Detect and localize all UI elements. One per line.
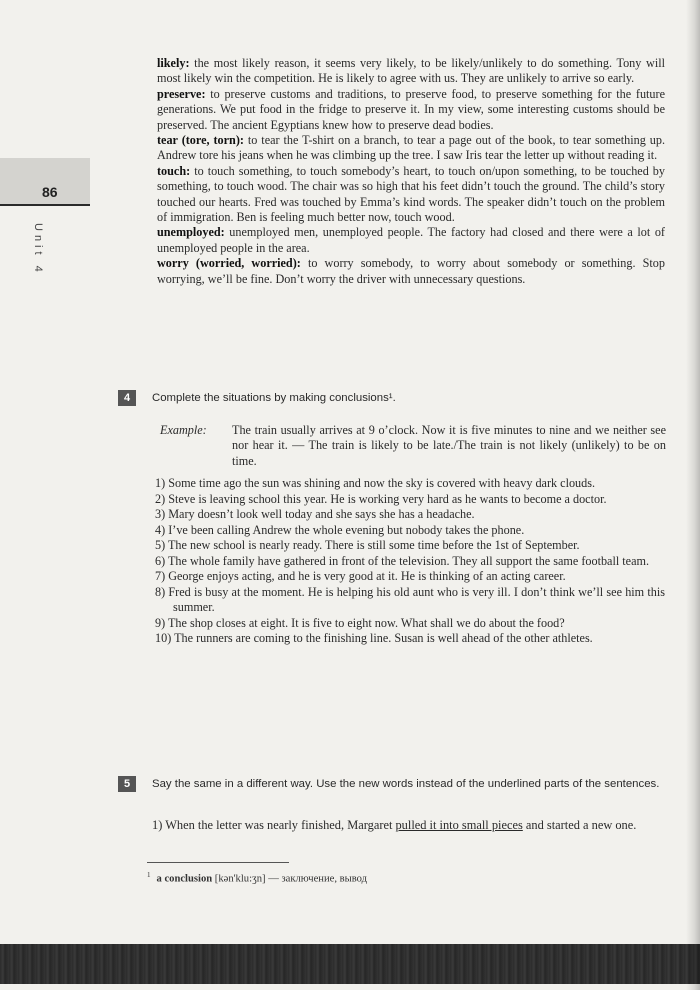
list-item: 2) Steve is leaving school this year. He is working very hard as he wants to become a doctor. [155,491,607,506]
underlined-phrase: pulled it into small pieces [395,818,523,832]
page-number: 86 [42,184,58,200]
scan-bottom-band [0,944,700,984]
vocab-entry-worry: worry (worried, worried): to worry somebody, to worry about somebody or something. Stop worrying, we’ll be fine. Don’t worry the driver with unnecessary questions. [157,256,665,286]
list-item: 9) The shop closes at eight. It is five to eight now. What shall we do about the food? [155,615,565,630]
list-item: 1) Some time ago the sun was shining and now the sky is covered with heavy dark clouds. [155,476,596,490]
list-item: 10) The runners are coming to the finishing line. Susan is well ahead of the other athletes. [155,631,593,645]
vocab-entry-preserve: preserve: to preserve customs and traditions, to preserve food, to preserve something for the future generations. We put food in the fridge to preserve it. In my view, some interesting customs should be preserved. The ancient Egyptians knew how to preserve dead bodies. [157,86,665,132]
vocab-entry-tear: tear (tore, torn): to tear the T-shirt on a branch, to tear a page out of the book, to tear something up. Andrew tore his jeans when he was climbing up the tree. I saw Iris tear the letter up without reading it. [157,133,665,163]
exercise-5-item: 1) When the letter was nearly finished, Margaret pulled it into small pieces and started a new one. [152,818,637,832]
side-tab-rule [0,204,90,206]
exercise-5-number: 5 [118,776,136,792]
exercise-4-items [155,476,665,647]
example-label: Example: [160,423,207,437]
list-item: 6) The whole family have gathered in front of the television. They all support the same football team. [155,553,650,568]
example-text: The train usually arrives at 9 o’clock. Now it is five minutes to nine and we neither see nor hear it. — The train is likely to be late./The train is not likely (unlikely) to be on time. [232,423,666,468]
vocab-entry-unemployed: unemployed: unemployed men, unemployed people. The factory had closed and there were a lot of unemployed people in the area. [157,225,665,255]
footnote-divider [147,862,289,863]
vocab-entry-likely: likely: the most likely reason, it seems very likely, to be likely/unlikely to do something. Tony will most likely win the competition. He is likely to agree with us. They are unlikely to arrive so early. [157,56,665,86]
exercise-4-instruction: Complete the situations by making conclusions¹. [152,392,396,404]
exercise-4-number: 4 [118,390,136,406]
footnote: $^1$ a conclusion [kən'klu:ʒn] — заключение, вывод [147,871,368,885]
vocab-entry-touch: touch: to touch something, to touch somebody’s heart, to touch on/upon something, to be touched by something, to touch wood. The chair was so high that his feet didn’t touch the ground. The child’s story touched our hearts. Fred was touched by Emma’s kind words. The speaker didn’t touch on the problem of immigration. Ben is feeling much better now, touch wood. [157,163,665,225]
exercise-5-instruction: Say the same in a different way. Use the new words instead of the underlined parts of the sentences. [152,778,660,790]
list-item: 4) I’ve been calling Andrew the whole evening but nobody takes the phone. [155,522,525,537]
exercise-4-example [160,423,666,469]
list-item: 3) Mary doesn’t look well today and she says she has a headache. [155,507,475,521]
list-item: 8) Fred is busy at the moment. He is helping his old aunt who is very ill. I don’t think we’ll see him this summer. [155,584,665,614]
vocabulary-entries [157,56,665,287]
unit-label: Unit 4 [32,223,44,276]
list-item: 7) George enjoys acting, and he is very good at it. He is thinking of an acting career. [155,569,566,583]
list-item: 5) The new school is nearly ready. There is still some time before the 1st of September. [155,538,580,552]
page-edge-shadow [686,0,700,990]
